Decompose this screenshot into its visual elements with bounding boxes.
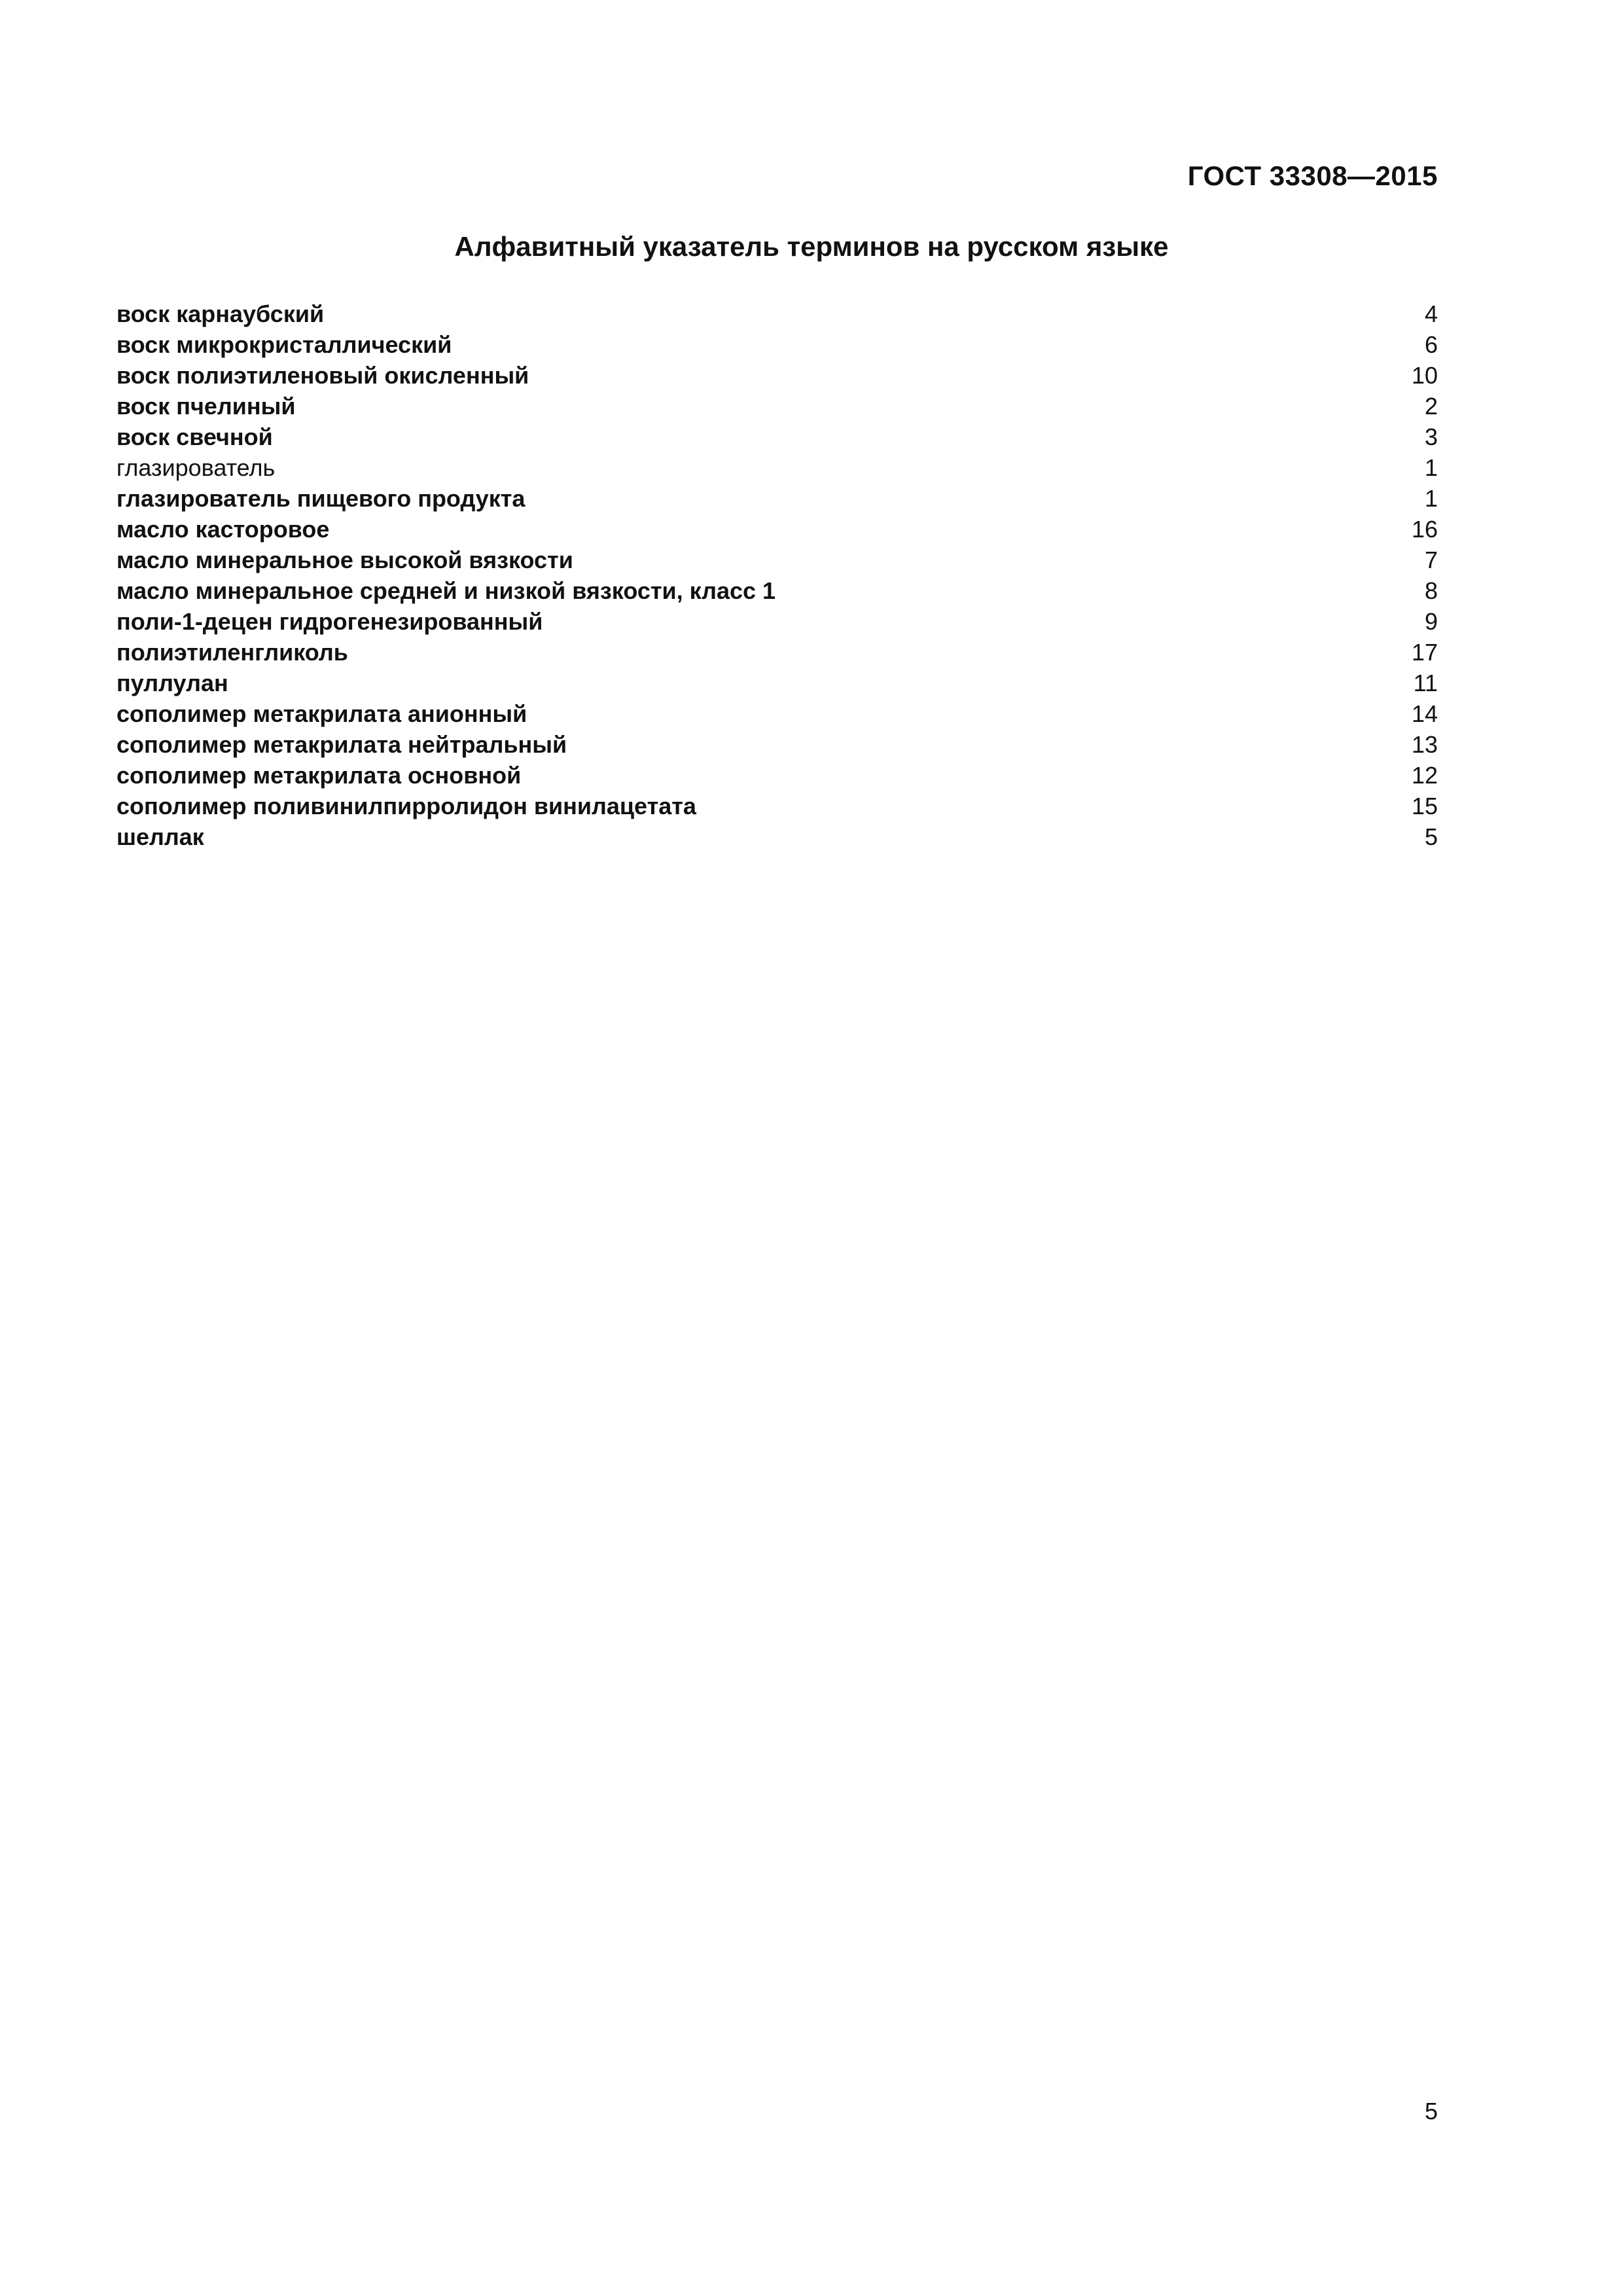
index-entry xyxy=(116,483,1438,514)
index-term-number: 8 xyxy=(1424,577,1438,604)
index-term: воск полиэтиленовый окисленный xyxy=(116,362,529,389)
index-term: пуллулан xyxy=(116,670,228,696)
index-term-number: 1 xyxy=(1424,485,1438,512)
index-term: воск свечной xyxy=(116,423,273,450)
index-entry xyxy=(116,298,1438,329)
index-term: масло касторовое xyxy=(116,516,330,543)
index-entry xyxy=(116,391,1438,422)
index-title: Алфавитный указатель терминов на русском языке xyxy=(454,231,1169,262)
index-term-number: 3 xyxy=(1424,423,1438,450)
index-term: поли-1-децен гидрогенезированный xyxy=(116,608,543,635)
index-entry xyxy=(116,514,1438,545)
index-term-number: 4 xyxy=(1424,300,1438,327)
index-entry xyxy=(116,698,1438,729)
index-entry xyxy=(116,422,1438,452)
index-term-number: 15 xyxy=(1411,793,1438,819)
index-term: глазирователь xyxy=(116,454,276,481)
index-entry xyxy=(116,637,1438,668)
index-term-number: 2 xyxy=(1424,393,1438,420)
index-term-number: 11 xyxy=(1413,670,1438,696)
index-term: воск карнаубский xyxy=(116,300,325,327)
index-entry xyxy=(116,668,1438,698)
index-term-number: 9 xyxy=(1424,608,1438,635)
document-standard-number: ГОСТ 33308—2015 xyxy=(1187,160,1438,191)
index-term: полиэтиленгликоль xyxy=(116,639,348,666)
index-term-number: 17 xyxy=(1411,639,1438,666)
index-term-number: 7 xyxy=(1424,547,1438,573)
index-term-number: 10 xyxy=(1411,362,1438,389)
index-entry xyxy=(116,575,1438,606)
index-entry xyxy=(116,606,1438,637)
index-term: масло минеральное высокой вязкости xyxy=(116,547,573,573)
index-term-number: 6 xyxy=(1424,331,1438,358)
index-entry xyxy=(116,545,1438,575)
index-entry xyxy=(116,791,1438,821)
index-entry xyxy=(116,329,1438,360)
index-term: сополимер метакрилата анионный xyxy=(116,700,527,727)
index-term: шеллак xyxy=(116,823,204,850)
index-entry xyxy=(116,821,1438,852)
index-entry xyxy=(116,360,1438,391)
index-term: воск микрокристаллический xyxy=(116,331,452,358)
index-entry xyxy=(116,760,1438,791)
term-index-list xyxy=(116,298,1438,852)
index-term: масло минеральное средней и низкой вязкости, класс 1 xyxy=(116,577,776,604)
index-term-number: 5 xyxy=(1424,823,1438,850)
index-term: сополимер поливинилпирролидон винилацетата xyxy=(116,793,696,819)
page-number: 5 xyxy=(1424,2098,1438,2125)
index-term-number: 1 xyxy=(1424,454,1438,481)
index-term: сополимер метакрилата основной xyxy=(116,762,522,789)
index-entry xyxy=(116,729,1438,760)
index-term-number: 12 xyxy=(1411,762,1438,789)
index-term: глазирователь пищевого продукта xyxy=(116,485,526,512)
index-entry xyxy=(116,452,1438,483)
index-term-number: 13 xyxy=(1411,731,1438,758)
index-term: сополимер метакрилата нейтральный xyxy=(116,731,567,758)
index-term: воск пчелиный xyxy=(116,393,296,420)
index-term-number: 14 xyxy=(1411,700,1438,727)
index-term-number: 16 xyxy=(1411,516,1438,543)
